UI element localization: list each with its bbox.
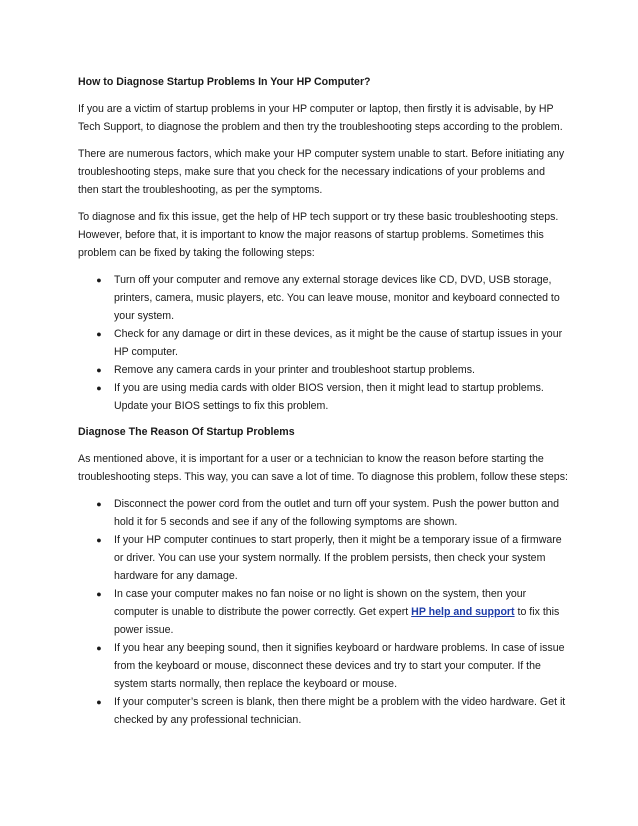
diagnose-steps-list	[78, 495, 568, 729]
list-item: ● If you are using media cards with older BIOS version, then it might lead to startup problems. Update your BIOS settings to fix this problem.	[114, 379, 568, 415]
intro-paragraph: If you are a victim of startup problems in your HP computer or laptop, then firstly it is advisable, by HP Tech Support, to diagnose the problem and then try the troubleshooting steps according to the problem.	[78, 103, 563, 133]
document-title: How to Diagnose Startup Problems In Your HP Computer?	[78, 76, 371, 88]
bullet-icon: ●	[96, 365, 102, 375]
bullet-icon: ●	[96, 275, 102, 285]
factors-paragraph: There are numerous factors, which make your HP computer system unable to start. Before initiating any troubleshooting steps, make sure that you check for the necessary indications of your problems and then start the troubleshooting, as per the symptoms.	[78, 148, 565, 196]
list-item: ● In case your computer makes no fan noise or no light is shown on the system, then your computer is unable to distribute the power correctly. Get expert HP help and support to fix this power issue.	[114, 585, 568, 639]
bullet-icon: ●	[96, 697, 102, 707]
startup-steps-list	[78, 271, 568, 415]
reason-paragraph: As mentioned above, it is important for a user or a technician to know the reason before starting the troubleshooting steps. This way, you can save a lot of time. To diagnose this problem, follow these steps:	[78, 453, 568, 483]
list-item: ● If you hear any beeping sound, then it signifies keyboard or hardware problems. In case of issue from the keyboard or mouse, disconnect these devices and try to start your computer. If the system starts normally, then replace the keyboard or mouse.	[114, 639, 568, 693]
bullet-icon: ●	[96, 499, 102, 509]
bullet-icon: ●	[96, 535, 102, 545]
list-item: ● If your computer’s screen is blank, then there might be a problem with the video hardware. Get it checked by any professional technician.	[114, 693, 568, 729]
bullet-icon: ●	[96, 383, 102, 393]
list-item: ● Turn off your computer and remove any external storage devices like CD, DVD, USB storage, printers, camera, music players, etc. You can leave mouse, monitor and keyboard connected to your system.	[114, 271, 568, 325]
list-item: ● If your HP computer continues to start properly, then it might be a temporary issue of a firmware or driver. You can use your system normally. If the problem persists, then check your system hardware for any damage.	[114, 531, 568, 585]
section-heading: Diagnose The Reason Of Startup Problems	[78, 426, 295, 438]
bullet-icon: ●	[96, 643, 102, 653]
diagnose-paragraph: To diagnose and fix this issue, get the help of HP tech support or try these basic troubleshooting steps. However, before that, it is important to know the major reasons of startup problems. Sometimes this problem can be fixed by taking the following steps:	[78, 211, 559, 259]
bullet-icon: ●	[96, 329, 102, 339]
list-item: ● Check for any damage or dirt in these devices, as it might be the cause of startup issues in your HP computer.	[114, 325, 568, 361]
bullet-icon: ●	[96, 589, 102, 599]
hp-help-support-link[interactable]: HP help and support	[411, 606, 515, 618]
list-item: ● Remove any camera cards in your printer and troubleshoot startup problems.	[114, 361, 568, 379]
list-item: ● Disconnect the power cord from the outlet and turn off your system. Push the power button and hold it for 5 seconds and see if any of the following symptoms are shown.	[114, 495, 568, 531]
